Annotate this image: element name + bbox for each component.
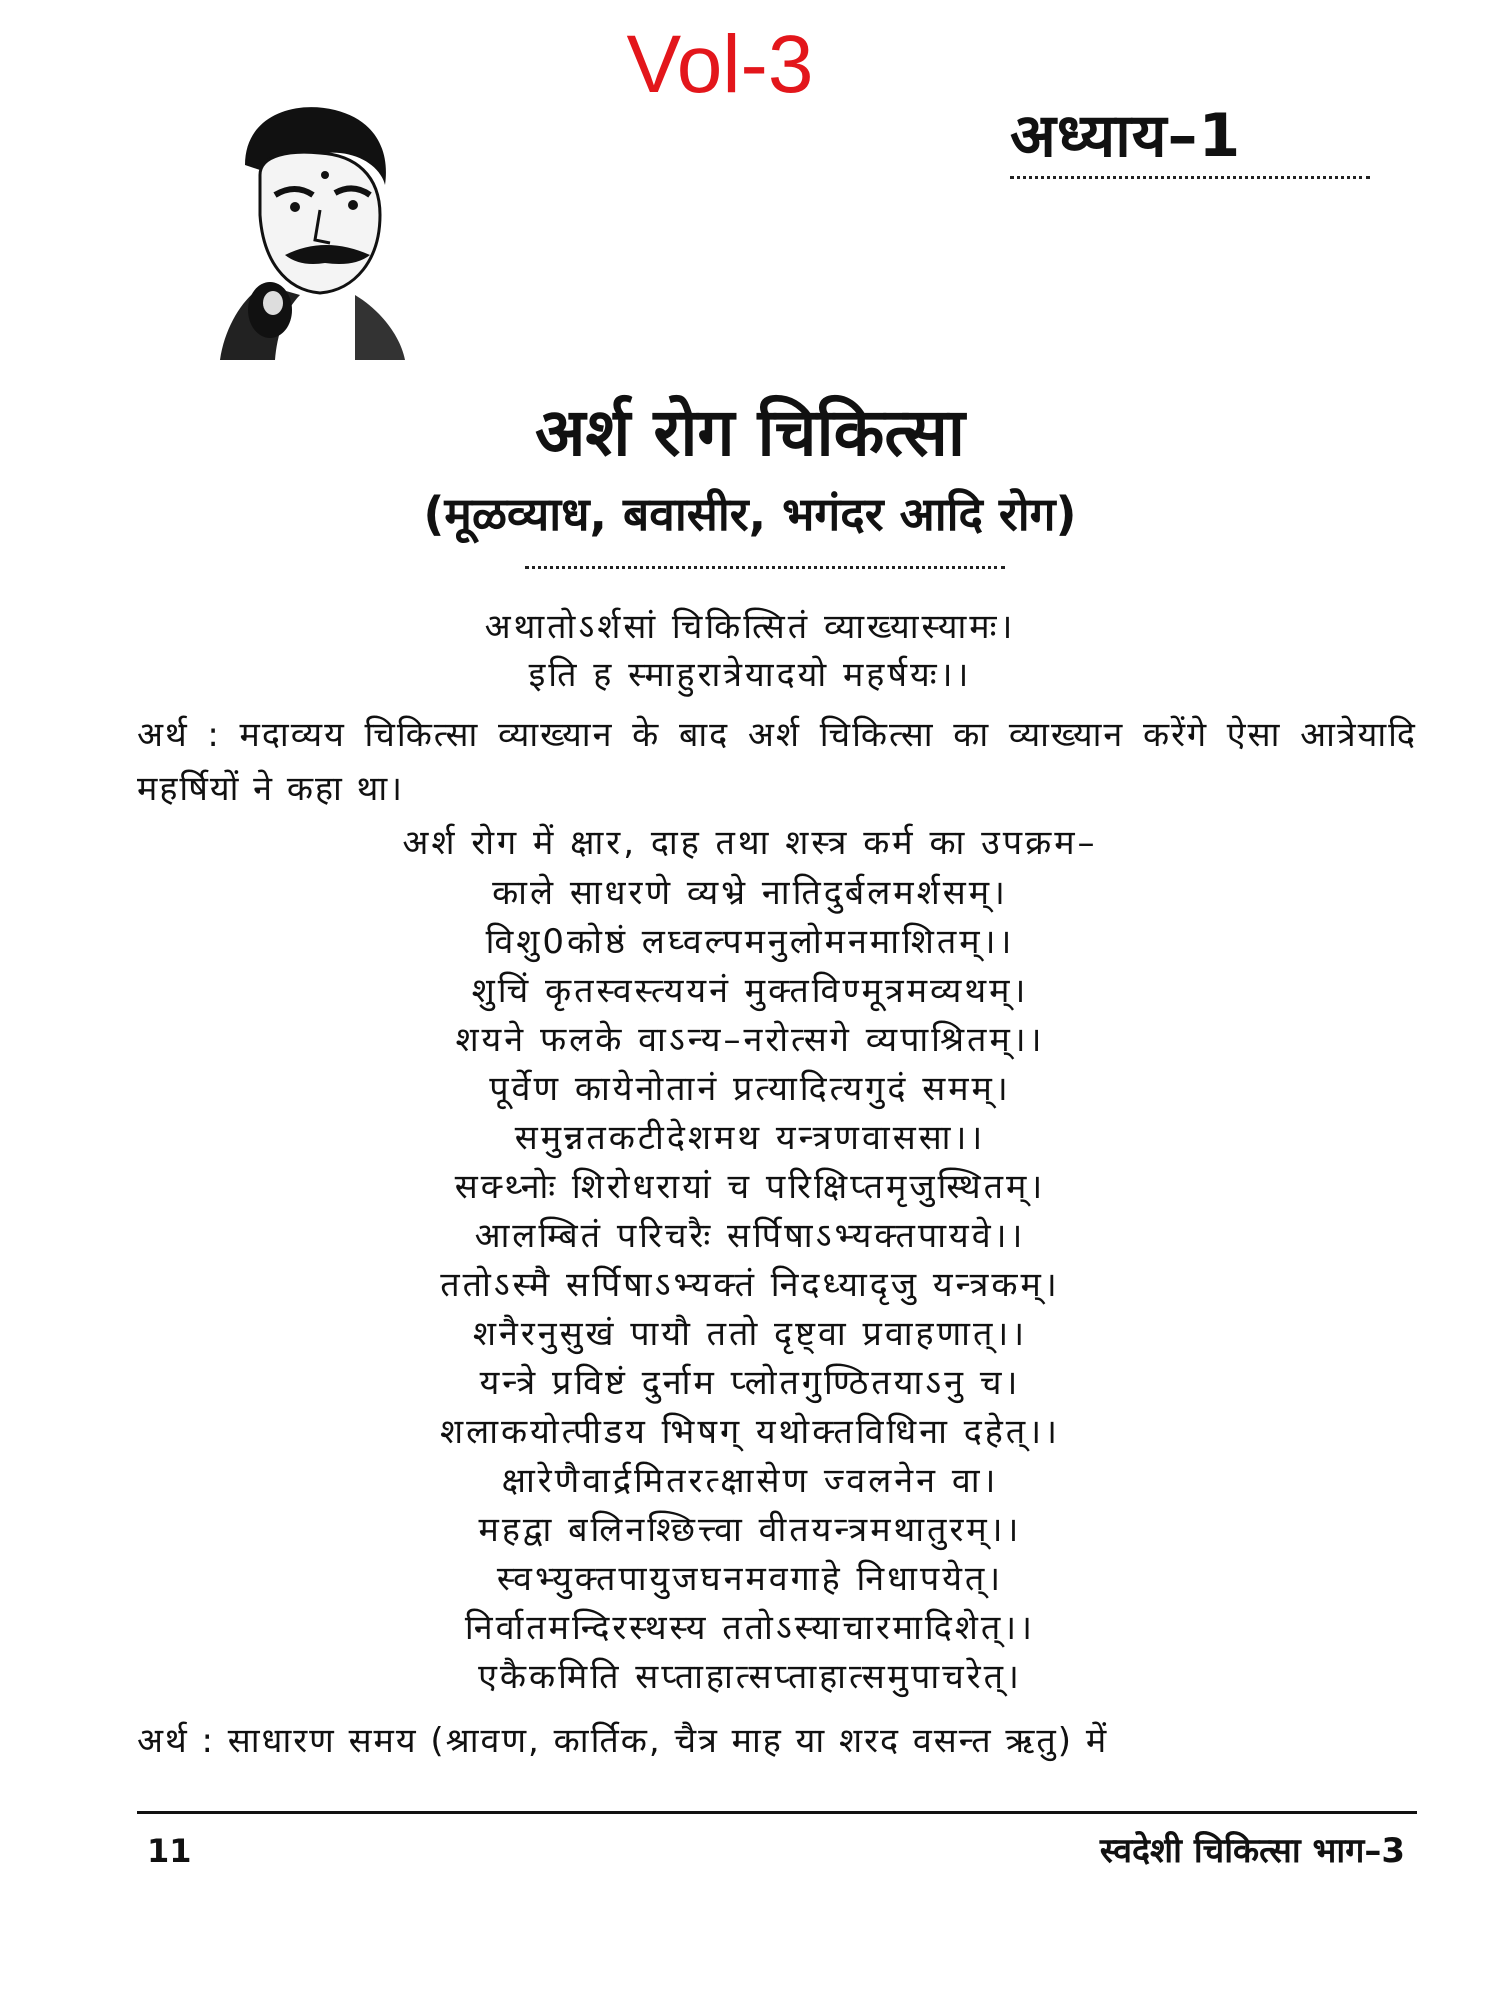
title-divider	[525, 560, 1005, 569]
verse-line: शयने फलके वाऽन्य–नरोत्सगे व्यपाश्रितम्।।	[455, 1020, 1045, 1060]
verse-line: पूर्वेण कायेनोतानं प्रत्यादित्यगुदं समम्।	[489, 1069, 1011, 1109]
verse-line: काले साधरणे व्यभ्रे नातिदुर्बलमर्शसम्।	[492, 873, 1008, 913]
footer-divider	[137, 1811, 1417, 1814]
verse-line: आलम्बितं परिचरैः सर्पिषाऽभ्यक्तपायवे।।	[474, 1216, 1026, 1256]
chapter-heading: अध्याय–1	[1010, 101, 1242, 171]
meaning-paragraph: अर्थ : मदाव्यय चिकित्सा व्याख्यान के बाद अर्श चिकित्सा का व्याख्यान करेंगे ऐसा आत्रेयादि महर्षियों ने कहा था।	[137, 715, 1417, 809]
verse-line: ततोऽस्मै सर्पिषाऽभ्यक्तं निदध्यादृजु यन्त्रकम्।	[440, 1265, 1060, 1305]
verse-line: एकैकमिति सप्ताहात्सप्ताहात्समुपाचरेत्।	[478, 1657, 1022, 1697]
verse-line: क्षारेणैवार्द्रमितरत्क्षासेण ज्वलनेन वा।	[501, 1461, 999, 1501]
verse-line: यन्त्रे प्रविष्टं दुर्नाम प्लोतगुण्ठितयाऽनु च।	[479, 1363, 1021, 1403]
verse-line: निर्वातमन्दिरस्थस्य ततोऽस्याचारमादिशेत्।।	[464, 1608, 1036, 1648]
page-subtitle: (मूळव्याध, बवासीर, भगंदर आदि रोग)	[423, 487, 1077, 541]
verse-line: शलाकयोत्पीडय भिषग् यथोक्तविधिना दहेत्।।	[440, 1412, 1060, 1452]
volume-label: Vol-3	[626, 19, 814, 110]
intro-verse-line: इति ह स्माहुरात्रेयादयो महर्षयः।।	[528, 655, 972, 695]
verse-line: समुन्नतकटीदेशमथ यन्त्रणवाससा।।	[514, 1118, 986, 1158]
author-portrait	[205, 95, 420, 360]
meaning-paragraph: अर्थ : साधारण समय (श्रावण, कार्तिक, चैत्र माह या शरद वसन्त ऋतु) में	[137, 1721, 1109, 1761]
verse-line: महद्वा बलिनश्छित्त्वा वीतयन्त्रमथातुरम्।।	[478, 1510, 1022, 1550]
page-title: अर्श रोग चिकित्सा	[535, 394, 965, 471]
section-heading: अर्श रोग में क्षार, दाह तथा शस्त्र कर्म का उपक्रम–	[402, 823, 1098, 863]
verse-line: स्वभ्युक्तपायुजघनमवगाहे निधापयेत्।	[496, 1559, 1004, 1599]
book-title: स्वदेशी चिकित्सा भाग–3	[1099, 1831, 1405, 1871]
verse-line: विशु0कोष्ठं लघ्वल्पमनुलोमनमाशितम्।।	[485, 922, 1015, 962]
chapter-underline	[1010, 170, 1370, 179]
verse-line: शनैरनुसुखं पायौ ततो दृष्ट्वा प्रवाहणात्।।	[472, 1314, 1028, 1354]
intro-verse-line: अथातोऽर्शसां चिकित्सितं व्याख्यास्यामः।	[484, 607, 1016, 647]
verse-line: सक्थ्नोः शिरोधरायां च परिक्षिप्तमृजुस्थितम्।	[454, 1167, 1046, 1207]
page-number: 11	[147, 1832, 192, 1870]
verse-line: शुचिं कृतस्वस्त्ययनं मुक्तविण्मूत्रमव्यथम्।	[471, 971, 1029, 1011]
